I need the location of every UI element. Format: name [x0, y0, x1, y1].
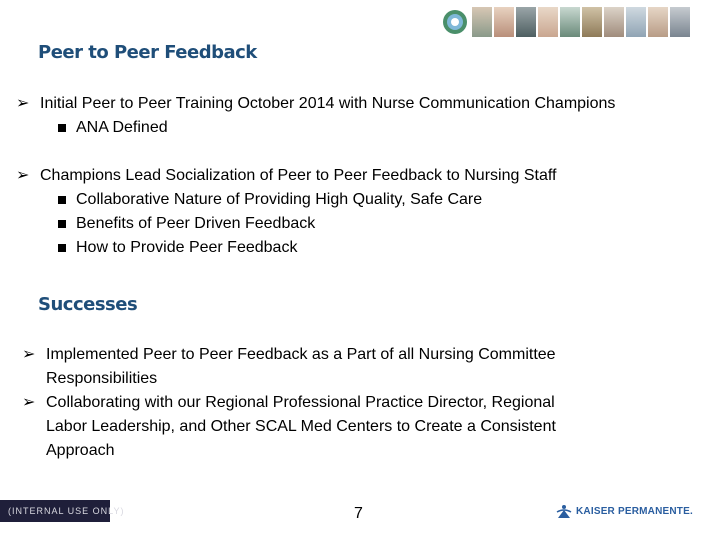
square-bullet-icon	[58, 124, 66, 132]
section-title: Successes	[38, 294, 138, 315]
kp-symbol-icon	[556, 503, 572, 519]
bullet-text: Champions Lead Socialization of Peer to Peer Feedback to Nursing Staff	[40, 167, 557, 184]
classification-label: (INTERNAL USE ONLY)	[0, 500, 110, 522]
kp-logo-text: KAISER PERMANENTE.	[576, 505, 693, 517]
square-bullet-icon	[58, 244, 66, 252]
arrow-bullet-icon: ➢	[22, 394, 36, 411]
arrow-bullet-icon: ➢	[16, 167, 30, 184]
header-photo-banner	[442, 5, 720, 39]
bullet-text: Initial Peer to Peer Training October 2014 with Nurse Communication Champions	[40, 95, 616, 112]
circle-logo-icon	[442, 9, 468, 35]
sub-bullet-text: ANA Defined	[76, 119, 168, 136]
sub-bullet-text: Benefits of Peer Driven Feedback	[76, 215, 316, 232]
bullet-text-line: Labor Leadership, and Other SCAL Med Centers to Create a Consistent	[46, 418, 556, 435]
square-bullet-icon	[58, 196, 66, 204]
page-title: Peer to Peer Feedback	[38, 42, 257, 63]
page-number: 7	[354, 505, 363, 522]
bullet-text-line: Implemented Peer to Peer Feedback as a Part of all Nursing Committee	[46, 346, 556, 363]
bullet-text-line: Collaborating with our Regional Professional Practice Director, Regional	[46, 394, 555, 411]
sub-bullet-text: How to Provide Peer Feedback	[76, 239, 298, 256]
bullet-text-line: Responsibilities	[46, 370, 158, 387]
photo-strip	[472, 7, 690, 37]
arrow-bullet-icon: ➢	[22, 346, 36, 363]
arrow-bullet-icon: ➢	[16, 95, 30, 112]
kaiser-permanente-logo	[556, 503, 693, 519]
bullet-text-line: Approach	[46, 442, 115, 459]
square-bullet-icon	[58, 220, 66, 228]
sub-bullet-text: Collaborative Nature of Providing High Quality, Safe Care	[76, 191, 483, 208]
